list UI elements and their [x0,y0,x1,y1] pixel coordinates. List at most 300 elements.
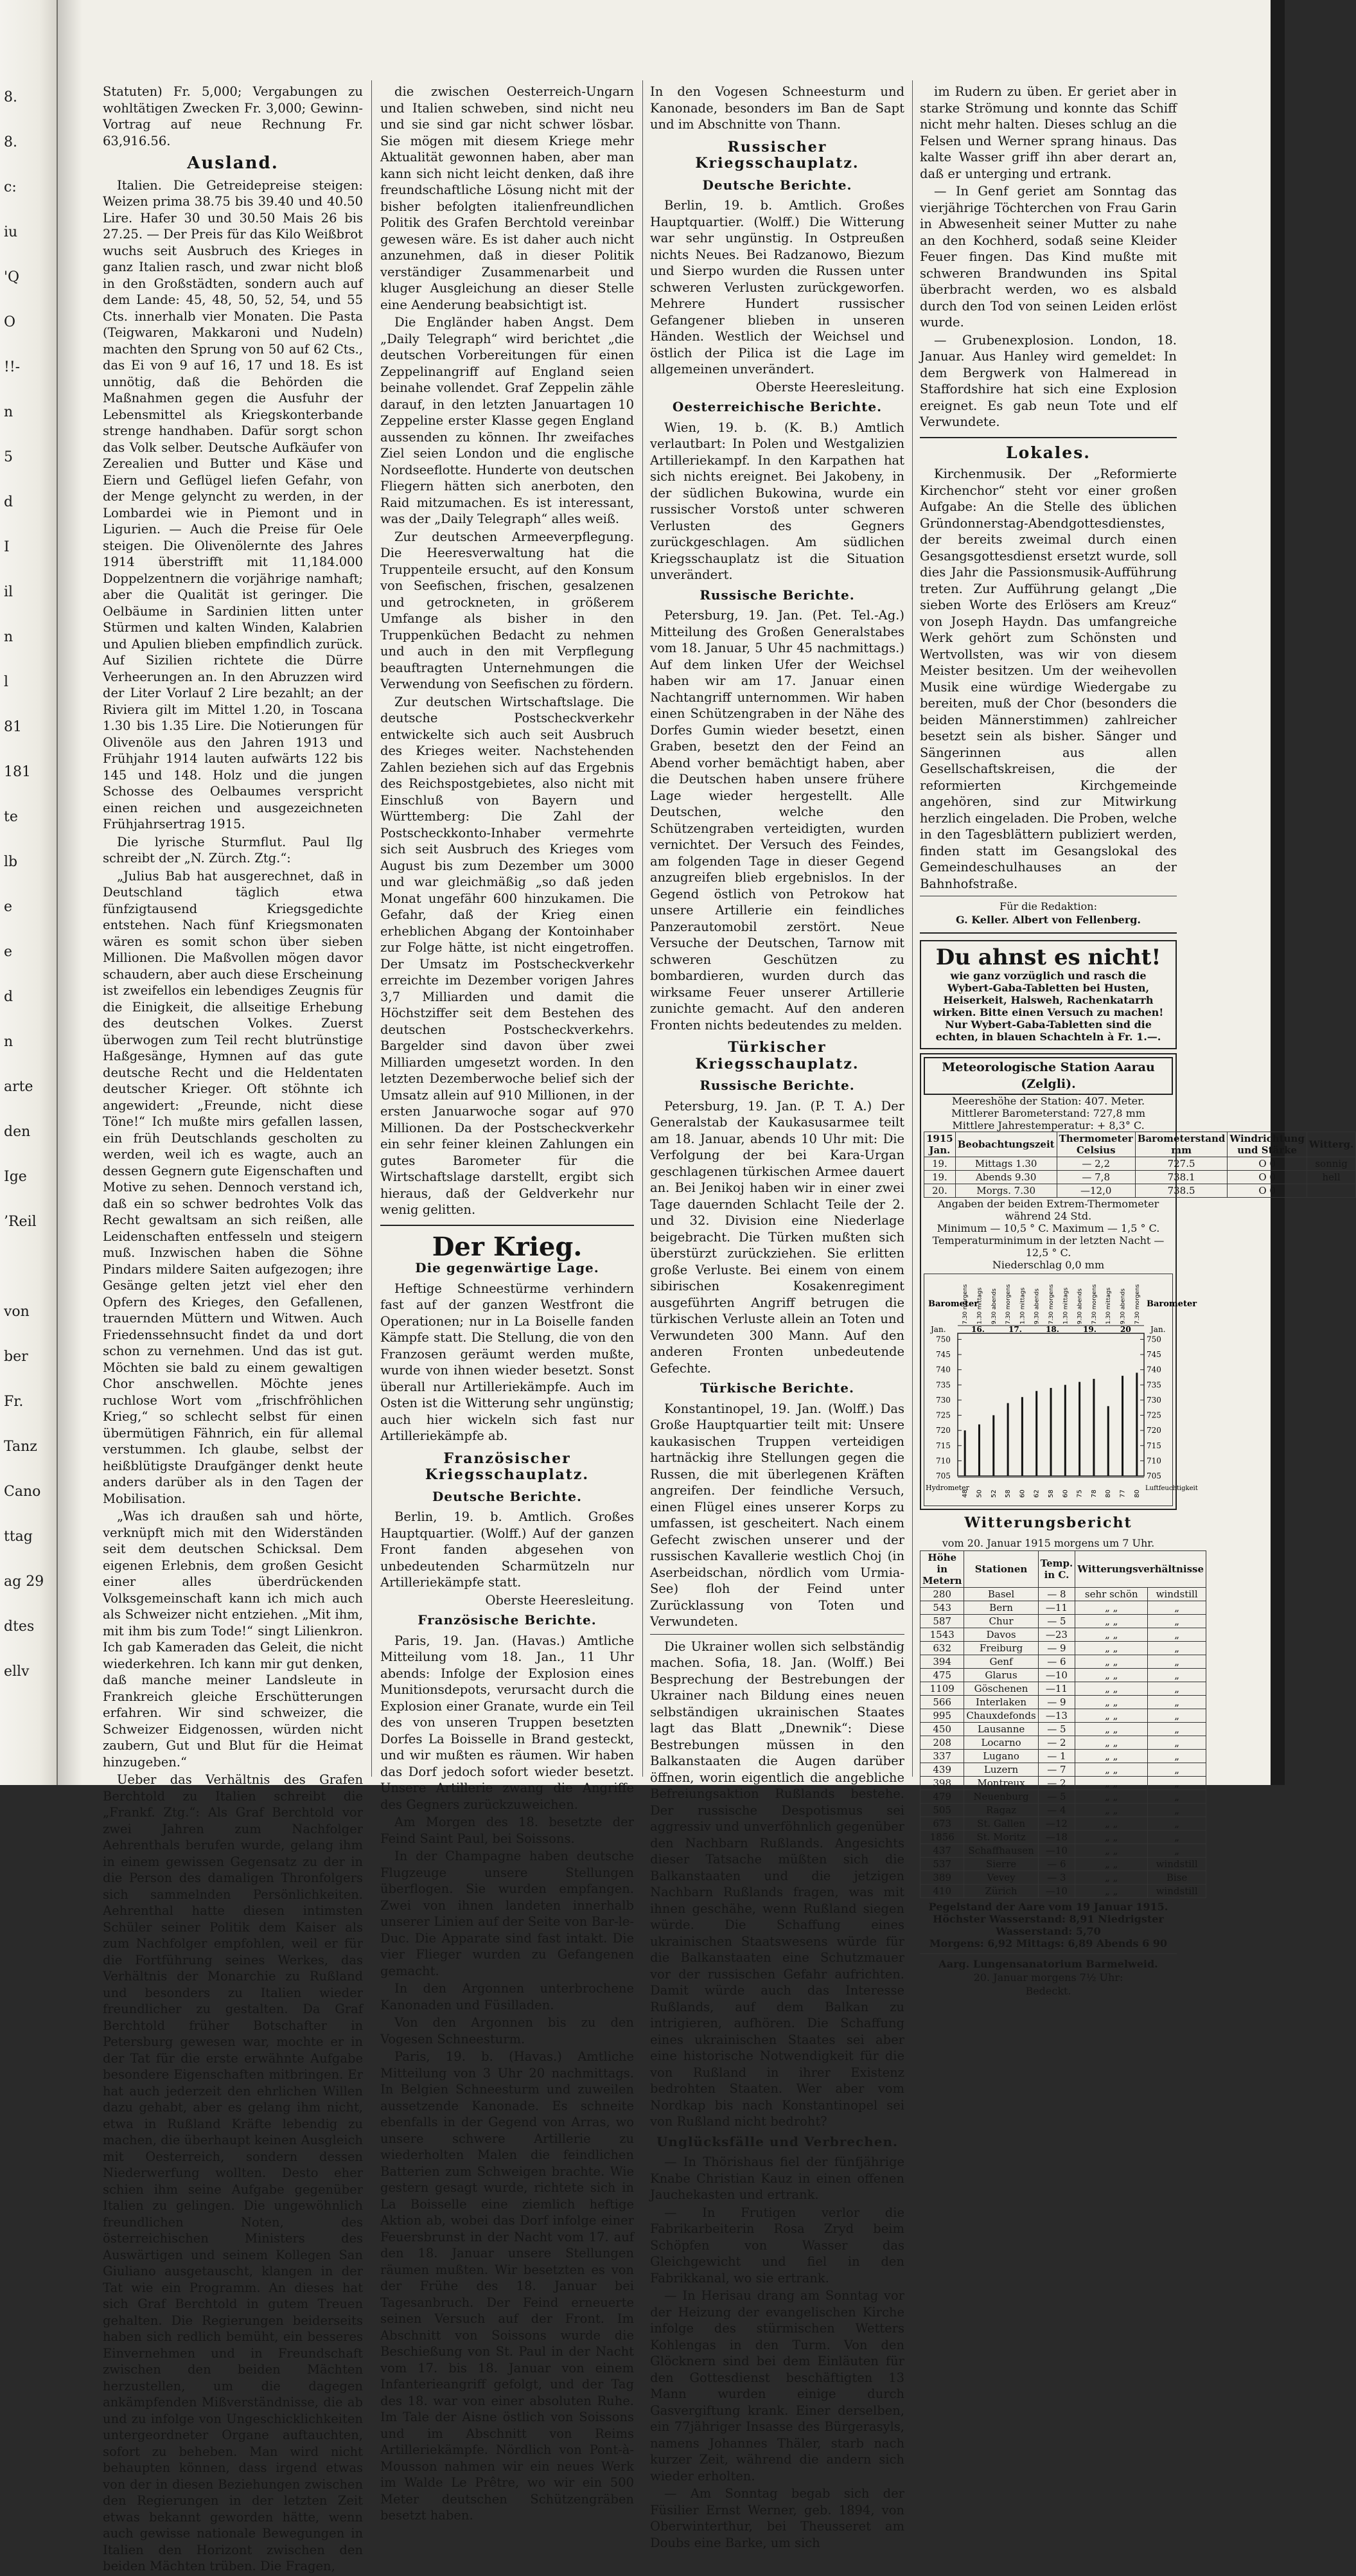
column-3 [650,84,904,2552]
table-row [920,1709,1206,1722]
table-cell: 337 [920,1749,964,1763]
table-cell: „ [1148,1682,1206,1695]
table-cell: „ „ [1075,1601,1148,1614]
intro-text: Statuten) Fr. 5,000; Vergabungen zu wohltätigen Zwecken Fr. 3,000; Gewinn-Vortrag auf neue Rechnung Fr. 63,916.56. [103,84,363,148]
table-cell: Lugano [964,1749,1038,1763]
table-cell: Montreux [964,1776,1038,1790]
table-cell: 727.5 [1135,1157,1228,1171]
table-cell: „ „ [1075,1830,1148,1843]
table-cell: 19. [924,1157,956,1171]
table-cell: 479 [920,1790,964,1803]
table-cell: 439 [920,1763,964,1776]
pegel-line: Morgens: 6,92 Mittags: 6,89 Abends 6 90 [929,1937,1168,1950]
axis-title-right: Barometer [1147,1299,1197,1309]
table-cell: —23 [1038,1628,1075,1641]
hydrometer-value: 52 [990,1489,998,1498]
y-tick-label: 745 [936,1350,951,1360]
table-cell: „ „ [1075,1763,1148,1776]
time-label: 7.30 morgens [1048,1284,1055,1324]
table-cell: 475 [920,1668,964,1682]
margin-fragment: e [4,944,13,960]
time-label: 9.30 abends [1120,1288,1127,1324]
article-paragraph: „Was ich draußen sah und hörte, verknüpft mich mit den Widerständen seit dem deutschen Schicksal. Dem eigenen Erlebnis, dem großen Gesicht einer alles überdrückenden Volksgemeinschaft kann ich mich auch als Schweizer nicht entziehen. „Mit ihm, mit ihm bis zum Tode!“ singt Lilienkron. Ich gab Kameraden das Geleit, die nicht wiederkehren. Ich kann mir gut denken, daß manche meiner Landsleute in Frankreich gleiche Erschütterungen erfahren. Wir sind schweizer, die Schweizer Eidgenossen, würden nicht zaubern, Gut und Blut für die Heimat hinzugeben.“ [103,1509,363,1770]
table-cell: „ „ [1075,1682,1148,1695]
table-row [924,1184,1356,1198]
table-cell: —13 [1038,1709,1075,1722]
table-cell: „ [1148,1817,1206,1830]
barometer-svg [924,1274,1198,1504]
hydrometer-value: 58 [1005,1489,1012,1498]
table-cell: „ „ [1075,1803,1148,1817]
col4-news [920,84,1177,431]
table-cell: — 9 [1038,1695,1075,1709]
frz-kriegsschauplatz-heading: Französischer Kriegsschauplatz. [425,1450,590,1483]
table-cell: „ „ [1075,1695,1148,1709]
table-header: Temp. in C. [1038,1550,1075,1587]
margin-fragment: iu [4,224,18,240]
table-cell: Mittags 1.30 [955,1157,1057,1171]
table-cell: — 5 [1038,1614,1075,1628]
margin-fragment: arte [4,1079,33,1095]
margin-fragment: Cano [4,1484,41,1500]
accident-paragraph: — In Frutigen verlor die Fabrikarbeiterin Rosa Zryd beim Schöpfen von Wasser das Gleichgewicht und fiel in den Fabrikkanal, wo sie ertrank. [650,2205,904,2286]
table-cell: windstill [1148,1857,1206,1870]
article-paragraph: Die lyrische Sturmflut. Paul Ilg schreibt der „N. Zürch. Ztg.“: [103,834,363,866]
table-cell: — 5 [1038,1722,1075,1736]
margin-fragment: Tanz [4,1439,37,1455]
table-cell: —11 [1038,1682,1075,1695]
table-cell: sonnig [1307,1157,1355,1171]
table-cell: windstill [1148,1587,1206,1601]
day-label: 16. [971,1325,985,1334]
table-row [920,1830,1206,1843]
table-cell: — 2 [1038,1776,1075,1790]
hydrometer-value: 60 [1062,1489,1070,1498]
table-cell: Glarus [964,1668,1038,1682]
table-row [920,1870,1206,1884]
table-cell: 632 [920,1641,964,1655]
table-row [920,1614,1206,1628]
table-cell: „ „ [1075,1614,1148,1628]
table-cell: —10 [1038,1668,1075,1682]
table-cell: O 0 [1228,1157,1307,1171]
hydrometer-value: 80 [1133,1489,1141,1498]
col1-articles [103,177,363,2575]
table-header: 1915 Jan. [924,1132,956,1157]
margin-fragment: ’Reil [4,1214,37,1230]
meteo-station [920,1053,1354,1510]
russ-berichte-heading: Russische Berichte. [700,587,855,603]
table-row [920,1776,1206,1790]
tuerk-kriegsschauplatz-heading: Türkischer Kriegsschauplatz. [695,1039,859,1072]
ungluecksfaelle-heading: Unglücksfälle und Verbrechen. [656,2133,898,2149]
table-row [920,1668,1206,1682]
franz-berichte-text [380,1633,634,2524]
table-row [920,1749,1206,1763]
table-cell: —10 [1038,1843,1075,1857]
hydrometer-value: 58 [1048,1489,1055,1498]
table-header: Witterg. [1307,1132,1355,1157]
humidity-label: Luftfeuchtigkeit [1145,1485,1198,1492]
table-cell: hell [1307,1171,1355,1184]
table-row [920,1655,1206,1668]
pegelstand [920,1901,1177,1950]
margin-fragment: ber [4,1349,28,1365]
table-row [924,1171,1356,1184]
deutsche-berichte-text: Berlin, 19. b. Amtlich. Großes Hauptquartier. (Wolff.) Auf der ganzen Front fanden abgesehen von unbedeutenden Scharmützeln nur Artilleriekämpfe statt. [380,1509,634,1590]
table-cell: 410 [920,1884,964,1897]
y-tick-label: 750 [936,1335,951,1344]
column-1 [103,84,363,2576]
time-label: 1.30 mittags [976,1287,983,1324]
column-rule [642,80,643,1777]
table-row [920,1817,1206,1830]
table-cell: Davos [964,1628,1038,1641]
table-cell: „ [1148,1803,1206,1817]
table-cell: — 5 [1038,1790,1075,1803]
day-label: 17. [1008,1325,1022,1334]
time-label: 1.30 mittags [1062,1287,1070,1324]
article-paragraph: Zur deutschen Wirtschaftslage. Die deutsche Postscheckverkehr entwickelte sich auch seit Ausbruch des Krieges weiter. Nachstehenden Zahlen beziehen sich auf das Ergebnis des Reichspostgebietes, also nicht mit Einschluß von Bayern und Württemberg: Die Zahl der Postscheckkonto-Inhaber vermehrte sich seit Ausbruch des Krieges vom August bis zum Dezember um 3000 und war gleichmäßig „so daß jeden Monat ungefähr 600 hinzukamen. Die Gefahr, daß der Krieg einen erheblichen Abgang der Kontoinhaber zur Folge hätte, ist nicht eingetroffen. Der Umsatz im Postscheckverkehr erreichte im Dezember vorigen Jahres 3,7 Milliarden und damit die Höchstziffer seit dem Bestehen des deutschen Postscheckverkehrs. Bargelder sind davon über zwei Milliarden umgesetzt worden. In den letzten Dezemberwoche belief sich der Umsatz allein auf 910 Millionen, in der ersten Januarwoche sogar auf 970 Millionen. Da der Postscheckverkehr ein sehr feiner kleinen Zahlungen ein gutes Barometer für die Wirtschaftslage darstellt, ergibt sich hieraus, daß der Geldverkehr nur wenig gelitten. [380,694,634,1217]
table-cell: „ „ [1075,1709,1148,1722]
meteo-extreme-line: Niederschlag 0,0 mm [992,1259,1105,1271]
witterungsbericht-heading: Witterungsbericht [964,1515,1132,1531]
column-rule [912,80,913,1777]
time-label: 7.30 morgens [1091,1284,1098,1324]
deutsche-berichte-heading: Deutsche Berichte. [432,1488,582,1504]
table-cell: 995 [920,1709,964,1722]
days-label-right: Jan. [1150,1325,1166,1334]
table-cell: — 1 [1038,1749,1075,1763]
table-cell: — 9 [1038,1641,1075,1655]
y-tick-label-right: 750 [1147,1335,1161,1344]
table-cell: 537 [920,1857,964,1870]
table-cell: 1109 [920,1682,964,1695]
y-tick-label-right: 705 [1147,1471,1161,1480]
y-tick-label: 735 [936,1380,951,1390]
ungluecksfaelle-text [650,2154,904,2551]
heeresleitung-signature: Oberste Heeresleitung. [485,1592,634,1608]
margin-fragment: Ige [4,1169,27,1185]
kirchenmusik-text: Kirchenmusik. Der „Reformierte Kirchenchor“ steht vor einer großen Aufgabe: An die Stelle des üblichen Gründonnerstag-Abendgottesdienstes, der bereits zweimal durch einen Gesangsgottesdienst ersetzt wurde, soll dies Jahr die Passionsmusik-Aufführung treten. Zur Aufführung gelangt „Die sieben Worte des Erlösers am Kreuz“ von Joseph Haydn. Das umfangreiche Werk gehört zum Schönsten und Wertvollsten, was wir von diesem Meister besitzen. Um der weihevollen Musik eine würdige Wiedergabe zu bereiten, muß der Chor (besonders die beiden Männerstimmen) zahlreicher besetzt sein als bisher. Sänger und Sängerinnen aus allen Gesellschaftskreisen, die der reformierten Kirchgemeinde angehören, sind zur Mitwirkung herzlich eingeladen. Die Proben, welche in den Tagesblättern publiziert werden, finden statt im Gesangslokal des Gemeindeschulhauses an der Bahnhofstraße. [920,466,1177,891]
russ-berichte-text-2: Petersburg, 19. Jan. (P. T. A.) Der Generalstab der Kaukasusarmee teilt am 18. Januar, abends 10 Uhr mit: Die Verfolgung der bei Kara-Urgan geschlagenen türkischen Armee dauert an. Bei Jenikoj haben wir in einer zwei Tage dauernden Schlacht Teile der 2. und 32. Division eine Niederlage beigebracht. Die Türken mußten sich überstürzt zurückziehen. Sie erlitten große Verluste. Bei einem von einem sibirischen Kosakenregiment ausgeführten Angriff betrugen die türkischen Verluste allein an Toten und Verwundeten 300 Mann. Auf den anderen Fronten unbedeutende Gefechte. [650,1098,904,1376]
hydrometer-value: 77 [1119,1489,1127,1498]
report-paragraph: Am Morgen des 18. besetzte der Feind Saint Paul, bei Soissons. [380,1815,634,1846]
time-label: 1.30 mittags [1105,1287,1113,1324]
table-cell: „ „ [1075,1776,1148,1790]
article-paragraph: Die Engländer haben Angst. Dem „Daily Telegraph“ wird berichtet „die deutschen Vorbereitungen für einen Zeppelinangriff auf England seien beinahe vollendet. Graf Zeppelin zähle darauf, in den letzten Januartagen 10 Zeppeline erster Klasse gegen England aussenden zu können. Ihr zweifaches Ziel seien London und die englische Nordseeflotte. Hunderte von deutschen Fliegern hätten sich anerboten, den Raid mitzumachen. Es ist interessant, was der „Daily Telegraph“ alles weiß. [380,315,634,526]
column-rule [371,80,372,1777]
table-cell: — 4 [1038,1803,1075,1817]
table-cell: „ [1148,1776,1206,1790]
table-cell: Schaffhausen [964,1843,1038,1857]
table-cell: „ „ [1075,1870,1148,1884]
accident-paragraph: — In Herisau drang am Sonntag vor der Heizung der evangelischen Kirche infolge des stürmischen Wetters Kohlengas in den Turm. Von den Glöcknern sind bei dem Einläuten für den Gottesdienst beschäftigten 13 Mann wurden einige durch Gasvergiftung krank. Einer derselben, ein 77jähriger Insasse des Bürgerasyls, namens Johannes Thäler, starb nach kurzer Zeit, während die andern sich wieder erholten. [650,2288,904,2483]
meteo-extreme-line: Angaben der beiden Extrem-Thermometer während 24 Std. [937,1198,1159,1222]
table-header: Stationen [964,1550,1038,1587]
margin-fragment: 181 [4,764,31,780]
table-row [920,1587,1206,1601]
redaktion-names: G. Keller. Albert von Fellenberg. [955,914,1141,926]
table-cell: Basel [964,1587,1038,1601]
table-cell: „ [1148,1790,1206,1803]
table-cell: 505 [920,1803,964,1817]
y-tick-label: 715 [936,1441,951,1450]
russ-berichte-heading-2: Russische Berichte. [700,1078,855,1093]
y-tick-label: 705 [936,1471,951,1480]
table-cell: 1543 [920,1628,964,1641]
table-cell: St. Moritz [964,1830,1038,1843]
oesterr-berichte-heading: Oesterreichische Berichte. [672,399,883,414]
meteo-info-line: Mittlerer Barometerstand: 727,8 mm [951,1107,1145,1119]
news-paragraph: — Grubenexplosion. London, 18. Januar. Aus Hanley wird gemeldet: In dem Bergwerk von Halmeread in Staffordshire hat sich eine Explosion ereignet. Es gab neun Tote und elf Verwundete. [920,332,1177,429]
y-tick-label-right: 710 [1147,1456,1161,1466]
table-row [920,1601,1206,1614]
binding-shadow [57,0,82,1785]
wybert-advert [920,940,1177,1049]
margin-fragment: 8. [4,134,17,150]
time-label: 7.30 morgens [1005,1284,1012,1324]
table-row [920,1763,1206,1776]
margin-fragment: 'Q [4,269,20,285]
table-header: Höhe in Metern [920,1550,964,1587]
margin-fragment: n [4,629,13,645]
table-header: Beobachtungszeit [955,1132,1057,1157]
margin-fragment: den [4,1124,31,1140]
table-cell: „ [1148,1749,1206,1763]
table-cell: — 7,8 [1057,1171,1135,1184]
table-cell: —11 [1038,1601,1075,1614]
table-header: Thermometer Celsius [1057,1132,1135,1157]
table-cell: 394 [920,1655,964,1668]
franz-berichte-heading: Französische Berichte. [418,1612,597,1628]
table-cell: Bern [964,1601,1038,1614]
table-cell: St. Gallen [964,1817,1038,1830]
ukrainer-text: Die Ukrainer wollen sich selbständig machen. Sofia, 18. Jan. (Wolff.) Bei Besprechung der Bestrebungen der Ukrainer nach Bildung eines neuen selbständigen ukrainischen Staates lagt das Blatt „Dnewnik“: Diese Bestrebungen müssen in den Balkanstaaten die Augen darüber öffnen, worin eigentlich die angebliche Befreiungsaktion Rußlands bestehe. Der russische Despotismus sei aggressiv und unverföhnlich gegenüber den Nachbarn Rußlands. Angesichts dieser Tatsache müßten sich die Balkanstaaten und die jetzigen Nachbarn Rußlands fragen, was mit ihnen geschähe, wenn Rußland siegen würde. Die Schaffung eines ukrainischen Staatswesens würde für die Balkanstaaten eine Schutzmauer vor der russischen Gefahr aufrichten. Damit würde auch das Interesse Rußlands, auf dem Balkan zu intrigieren, aufhören. Die Schaffung eines ukrainischen Staates sei aber eine historische Notwendigkeit für die von Rußland in ihrer Existenz bedrohten Staaten. Wer aber vom Nordkap bis nach Konstantinopel sei von Rußland nicht bedroht? [650,1639,904,2129]
meteo-info-line: Meereshöhe der Station: 407. Meter. [951,1095,1145,1107]
table-cell: „ [1148,1709,1206,1722]
news-paragraph: — In Genf geriet am Sonntag das vierjährige Töchterchen von Frau Garin in Abwesenheit seiner Mutter zu nahe an den Kochherd, sodaß seine Kleider Feuer fingen. Das Kind mußte mit schweren Brandwunden ins Spital überbracht werden, wo es alsbald durch den Tod von seinen Leiden erlöst wurde. [920,184,1177,330]
table-cell: „ „ [1075,1736,1148,1749]
table-cell: Lausanne [964,1722,1038,1736]
table-cell: Morgs. 7.30 [955,1184,1057,1198]
table-cell: O 0 [1228,1184,1307,1198]
meteo-subinfo [924,1095,1173,1132]
table-cell: 450 [920,1722,964,1736]
table-cell: „ „ [1075,1790,1148,1803]
table-cell: 566 [920,1695,964,1709]
table-cell: 1856 [920,1830,964,1843]
time-label: 1.30 mittags [1019,1287,1026,1324]
previous-page-margin [0,0,58,1785]
table-cell: Chur [964,1614,1038,1628]
lokales-heading: Lokales. [1006,443,1091,462]
vogesen-text: In den Vogesen Schneesturm und Kanonade, besonders im Ban de Sapt und im Abschnitte von Thann. [650,84,904,132]
hydrometer-value: 80 [1105,1489,1113,1498]
table-cell: 389 [920,1870,964,1884]
margin-fragment: 81 [4,719,22,735]
y-tick-label: 710 [936,1456,951,1466]
report-paragraph: Paris, 19. Jan. (Havas.) Amtliche Mitteilung vom 18. Jan., 11 Uhr abends: Infolge der Explosion eines Munitionsdepots, verursacht durch die Explosion einer Granate, wurde ein Teil des von unseren Truppen besetzten Dorfes La Boisselle in Brand gesteckt, und wir mußten es räumen. Wir haben das Dorf jedoch sofort wieder besetzt. Unsere Artillerie zwang die Angriffe des Gegners zurückzuweichen. [380,1633,634,1812]
tuerk-berichte-heading: Türkische Berichte. [700,1380,854,1396]
accident-paragraph: — In Thörishaus fiel der fünfjährige Knabe Christian Kauz in einen offenen Jauchekasten und ertrank. [650,2154,904,2202]
table-cell: — 2 [1038,1736,1075,1749]
column-2 [380,84,634,2525]
margin-fragment: d [4,989,13,1005]
table-cell: windstill [1148,1884,1206,1897]
deutsche-berichte-text-2: Berlin, 19. b. Amtlich. Großes Hauptquartier. (Wolff.) Die Witterung war sehr ungünstig. In Ostpreußen nichts Neues. Bei Radzanowo, Biezum und Sierpo wurden die Russen unter schweren Verlusten zurückgeworfen. Mehrere Hundert russischer Gefangener blieben in unseren Händen. Westlich der Weichsel und östlich der Pilica ist die Lage im allgemeinen unverändert. [650,198,904,377]
margin-fragment: te [4,809,18,825]
table-cell: Abends 9.30 [955,1171,1057,1184]
table-cell: 673 [920,1817,964,1830]
redaktion-label: Für die Redaktion: [999,900,1097,912]
table-cell: „ [1148,1736,1206,1749]
time-label: 9.30 abends [1077,1288,1084,1324]
y-tick-label-right: 720 [1147,1426,1161,1435]
y-tick-label-right: 725 [1147,1410,1161,1420]
y-tick-label-right: 730 [1147,1395,1161,1405]
margin-fragment: n [4,1034,13,1050]
margin-fragment: c: [4,179,17,195]
table-cell: Ragaz [964,1803,1038,1817]
table-cell: „ [1148,1641,1206,1655]
margin-fragment: O [4,314,16,330]
table-cell: „ „ [1075,1655,1148,1668]
table-cell: Genf [964,1655,1038,1668]
table-cell: 208 [920,1736,964,1749]
table-row [920,1641,1206,1655]
hydrometer-label: Hydrometer [926,1484,969,1492]
day-label: 18. [1046,1325,1059,1334]
table-row [920,1682,1206,1695]
table-cell: „ „ [1075,1884,1148,1897]
table-cell: „ „ [1075,1628,1148,1641]
margin-fragment: von [4,1304,30,1320]
y-tick-label: 730 [936,1395,951,1405]
table-cell: 587 [920,1614,964,1628]
table-cell: sehr schön [1075,1587,1148,1601]
table-cell: 280 [920,1587,964,1601]
hydrometer-value: 60 [1019,1489,1026,1498]
lage-heading: Die gegenwärtige Lage. [415,1260,599,1275]
table-row [920,1695,1206,1709]
table-cell: — 2,2 [1057,1157,1135,1171]
table-cell: „ [1148,1722,1206,1736]
time-label: 9.30 abends [991,1288,998,1324]
table-cell: 738.1 [1135,1171,1228,1184]
sanatorium-title: Aarg. Lungensanatorium Barmelweid. [938,1957,1158,1970]
table-cell [1307,1184,1355,1198]
advert-title: Du ahnst es nicht! [935,945,1161,970]
pegel-line: Pegelstand der Aare vom 19 Januar 1915. [928,1900,1168,1913]
table-row [920,1628,1206,1641]
margin-fragment: 8. [4,89,17,105]
table-cell: „ „ [1075,1817,1148,1830]
table-cell: —12 [1038,1817,1075,1830]
table-cell: Göschenen [964,1682,1038,1695]
margin-fragment: lb [4,854,18,870]
margin-fragment: I [4,539,10,555]
table-cell: — 6 [1038,1857,1075,1870]
table-cell: Chauxdefonds [964,1709,1038,1722]
y-tick-label: 740 [936,1365,951,1374]
report-paragraph: Von den Argonnen bis zu den Vogesen Schneesturm. [380,2015,634,2047]
ausland-heading: Ausland. [187,154,279,173]
table-cell: „ [1148,1655,1206,1668]
der-krieg-heading: Der Krieg. [432,1231,583,1262]
meteo-title: Meteorologische Station Aarau (Zelgli). [924,1057,1173,1095]
heeresleitung-signature-2: Oberste Heeresleitung. [755,379,904,395]
witterungsbericht-sub: vom 20. Januar 1915 morgens um 7 Uhr. [942,1536,1155,1549]
news-paragraph: im Rudern zu üben. Er geriet aber in starke Strömung und konnte das Schiff nicht mehr halten. Dieses schlug an die Felsen und Werner sprang hinaus. Das kalte Wasser griff ihn aber derart an, daß er unterging und ertrank. [920,84,1177,181]
table-cell: „ [1148,1763,1206,1776]
margin-fragment: !!- [4,359,21,375]
sanatorium-text: 20. Januar morgens 7½ Uhr: [973,1971,1123,1984]
table-cell: Luzern [964,1763,1038,1776]
table-cell: „ [1148,1601,1206,1614]
hydrometer-value: 62 [1033,1489,1041,1498]
table-cell: „ „ [1075,1668,1148,1682]
table-row [920,1843,1206,1857]
table-row [920,1884,1206,1897]
table-header: Barometerstand mm [1135,1132,1228,1157]
report-paragraph: In der Champagne haben deutsche Flugzeuge unsere Stellungen überflogen. Sie wurden empfangen. Zwei von ihnen landeten innerhalb unserer Linien auf der Seite von Bar-le-Duc. Die Apparate sind fast intakt. Die vier Flieger wurden zu Gefangenen gemacht. [380,1849,634,1978]
meteo-extremes [924,1198,1173,1271]
table-row [924,1157,1356,1171]
table-cell: —10 [1038,1884,1075,1897]
oesterr-berichte-text: Wien, 19. b. (K. B.) Amtlich verlautbart: In Polen und Westgalizien Artilleriekampf. In den Karpathen hat sich nichts ereignet. Bei Jakobeny, in der südlichen Bukowina, wurde ein russischer Vorstoß unter schweren Verlusten des Gegners zurückgeschlagen. Am südlichen Kriegsschauplatz ist die Situation unverändert. [650,420,904,582]
hydrometer-value: 78 [1090,1489,1098,1498]
margin-fragment: d [4,494,13,510]
margin-fragment: ttag [4,1529,33,1545]
table-cell: — 8 [1038,1587,1075,1601]
table-cell: — 3 [1038,1870,1075,1884]
column-4 [920,84,1354,1998]
table-cell: „ „ [1075,1857,1148,1870]
margin-fragment: dtes [4,1619,35,1635]
day-label: 20 [1120,1325,1131,1334]
table-cell: 738.5 [1135,1184,1228,1198]
table-cell: 20. [924,1184,956,1198]
margin-fragment: ellv [4,1664,30,1680]
article-paragraph: Zur deutschen Armeeverpflegung. Die Heeresverwaltung hat die Truppenteile ersucht, auf den Konsum von Seefischen, frischen, gesalzenen und getrockneten, in größerem Umfange als bisher in den Truppenküchen Bedacht zu nehmen und auch in den mit Verpflegung beauftragten Unternehmungen die Verwendung von Seefischen zu fördern. [380,529,634,691]
deutsche-berichte-heading-2: Deutsche Berichte. [702,177,852,193]
article-paragraph: die zwischen Oesterreich-Ungarn und Italien schweben, sind nicht neu und sie sind gar nicht schwer lösbar. Sie mögen mit diesem Kriege mehr Aktualität gewonnen haben, aber man kann sich nicht leicht denken, daß ihre freundschaftliche Lösung nicht mit der bisher befolgten italienfreundlichen Politik des Grafen Berchtold vereinbar gewesen wäre. Es ist daher auch nicht anzunehmen, daß in dieser Politik verständiger Zusammenarbeit und kluger Ausgleichung an dieser Stelle eine Aenderung beabsichtigt ist. [380,84,634,312]
russ-berichte-text: Petersburg, 19. Jan. (Pet. Tel.-Ag.) Mitteilung des Großen Generalstabes vom 18. Januar, 5 Uhr 45 nachmittags.) Auf dem linken Ufer der Weichsel haben wir am 17. Januar einen Nachtangriff unternommen. Wir haben einen Schützengraben in der Nähe des Dorfes Gumin wieder besetzt, einen Graben, besetzt den der Feind an Abend vorher bemächtigt haben, aber die Deutschen haben unsere frühere Lage wieder hergestellt. Alle Deutschen, welche den Schützengraben verteidigten, wurden vernichtet. Der Versuch des Feindes, am folgenden Tage in dieser Gegend anzugreifen blieb ergebnislos. In der Gegend östlich von Petrokow hat unsere Artillerie ein feindliches Panzerautomobil zerstört. Neue Versuche der Deutschen, Tarnow mit schweren Geschützen zu bombardieren, wurden durch das wirksame Feuer unserer Artillerie zunichte gemacht. Auf den anderen Fronten nichts bedeutendes zu melden. [650,608,904,1033]
table-cell: „ [1148,1614,1206,1628]
table-cell: —12,0 [1057,1184,1135,1198]
table-row [920,1722,1206,1736]
day-label: 19. [1083,1325,1096,1334]
col2-articles [380,84,634,1218]
advert-text: wie ganz vorzüglich und rasch die Wybert-Gaba-Tabletten bei Husten, Heiserkeit, Halsweh, Rachenkatarrh wirken. Bitte einen Versuch zu machen! Nur Wybert-Gaba-Tabletten sind die echten, in blauen Schachteln à Fr. 1.—. [933,970,1164,1043]
lage-text: Heftige Schneestürme verhindern fast auf der ganzen Westfront die Operationen; nur in La Boiselle fanden Kämpfe statt. Die Stellung, die von den Franzosen geräumt werden mußte, wurde von ihnen wieder besetzt. Sonst überall nur Artilleriekämpfe. Auch im Osten ist die Witterung sehr ungünstig; auch hier wickeln sich fast nur Artilleriekämpfe ab. [380,1281,634,1443]
article-paragraph: Italien. Die Getreidepreise steigen: Weizen prima 38.75 bis 39.40 und 40.50 Lire. Hafer 30 und 30.50 Mais 26 bis 27.25. — Der Preis für das Kilo Weißbrot wuchs seit Ausbruch des Krieges in ganz Italien rasch, und zwar nicht bloß in den Großstädten, sondern auch auf dem Lande: 45, 48, 50, 52, 54, und 55 Cts. innerhalb vier Monaten. Die Pasta (Teigwaren, Makkaroni und Nudeln) machten den Sprung von 50 auf 62 Cts., das Ei von 9 auf 16, 17 und 18. Es ist unnötig, daß die Behörden die Maßnahmen gegen die Ausfuhr der Lebensmittel als Kriegskonterbande strenge handhaben. Dafür sorgt schon das Volk selber. Deutsche Aufkäufer von Zerealien und Butter und Käse und Eiern und Geflügel liefen Gefahr, von der Menge gelyncht zu werden, in der Lombardei wie in Piemont und in Ligurien. — Auch die Preise für Oele steigen. Die Olivenölernte des Jahres 1914 überstrifft mit 11,184.000 Doppelzentnern die vorjährige namhaft; aber die Qualität ist geringer. Die Oelbäume in Sardinien litten unter Stürmen und kalten Winden, Kalabrien und Apulien blieben empfindlich zurück. Auf Sizilien richtete die Dürre Verheerungen an. In den Abruzzen wird der Liter Vorlauf 2 Lire bezahlt; an der Riviera gilt im Mittel 1.20, in Toscana 1.30 bis 1.35 Lire. Die Notierungen für Olivenöle aus den Jahren 1913 und Frühjahr 1914 lauten aufwärts 122 bis 145 und 148. Holz und die jungen Schosse des Oelbaumes verspricht einen reichen und ausgezeichneten Frühjahrsertrag 1915. [103,177,363,831]
table-header: Windrichtung und Stärke [1228,1132,1307,1157]
table-cell: — 6 [1038,1655,1075,1668]
table-cell: O 0 [1228,1171,1307,1184]
scan-edge [1271,0,1285,1785]
meteo-table [924,1132,1356,1198]
article-paragraph: Ueber das Verhältnis des Grafen Berchtold zu Italien schreibt die „Frankf. Ztg.“: Als Graf Berchtold vor zwei Jahren zum Nachfolger Aehrenthals berufen wurde, gelang ihm in einem gewissen Gegensatz zu der in die Person des damaligen Thronfolgers sich sammelnden Persönlichkeiten. Aehrenthal hatte diesen intimsten Schüler seiner Politik dem Kaiser als zum Nachfolger empfohlen, weil er für die Fortführung seines Werkes, das Verhältnis der Monarchie zu Rußland und besonders zu Italien wieder freundlicher zu gestalten. Da Graf Berchtold früher Botschafter in Petersburg gewesen war, mochte er in der Tat für die erste erwähnte Aufgabe besondere Eigenschaften mitbringen. Er hat auch jederzeit den ehrlichen Willen dazu gehabt, aber es gelang ihm nicht, etwa in Rußland Kräfte lebendig zu machen, die überhaupt keinen Ausgleich mit Oesterreich, sondern dessen Niederwerfung wollten. Desto eher schien ihm seine Aufgabe gegenüber Italien zu gelingen. Die ungewöhnlich freundlichen Noten, des österreichischen Ministers des Auswärtigen und seinem Kollegen San Giuliano ausgetauscht, klangen in der Tat wie ein Programm. An dieses hat sich Graf Berchtold in gutem Treuen gehalten. Die Regierungen beiderseits haben sich redlich bemüht, ein besseres Einvernehmen und in Freundschaft zwischen den beiden Mächten herzustellen, um die dagegen ankämpfenden Mißverständnisse, die ab und zu infolge von Ungeschicklichkeiten untergeordneter Organe auftauchten, sofort zu beheben. Man wird nicht behaupten können, dass irgend etwas von der in diesen Beziehungen zwischen den Regierungen in der letzten Zeit etwas bekannt geworden hätte, wenn auch gewisse nationale Bewegungen in Italien den Horizont zwischen den beiden Mächten trüben. Die Fragen, [103,1772,363,2573]
table-row [920,1790,1206,1803]
table-cell: 543 [920,1601,964,1614]
report-paragraph: In den Argonnen unterbrochene Kanonaden und Füsilladen. [380,1981,634,2012]
axis-title-left: Barometer [928,1299,979,1309]
table-cell: Locarno [964,1736,1038,1749]
hydrometer-value: 75 [1076,1489,1084,1498]
margin-fragment: e [4,899,13,915]
